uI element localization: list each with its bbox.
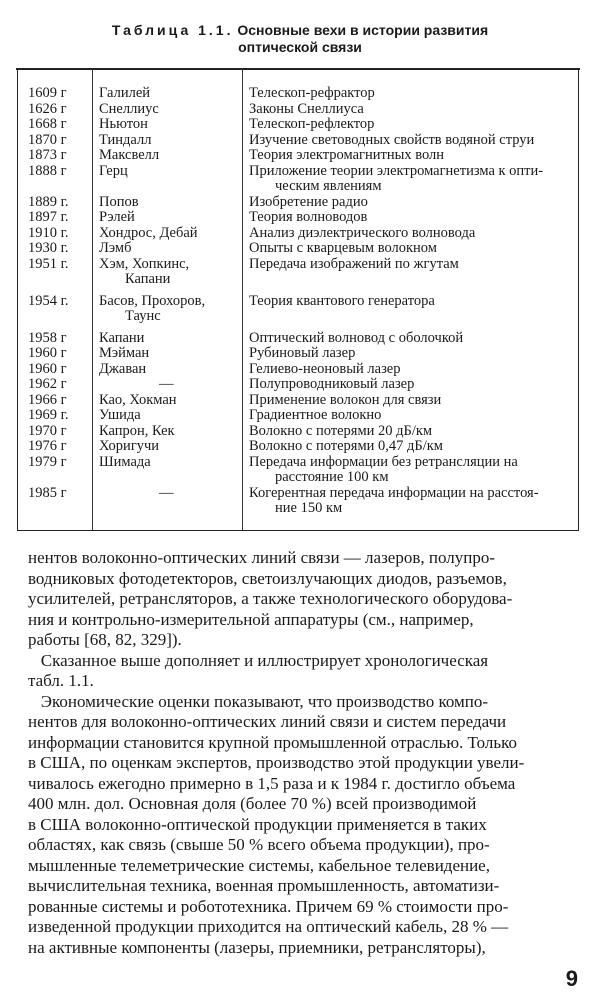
year-cell: 1962 г <box>28 376 67 392</box>
event-line: Законы Снеллиуса <box>249 100 364 117</box>
table-row <box>18 294 578 325</box>
year-cell: 1897 г. <box>28 209 69 225</box>
event-line: Телескоп-рефрактор <box>249 85 375 101</box>
year-cell: 1951 г. <box>28 255 69 272</box>
year-cell: 1958 г <box>28 329 67 346</box>
table-row <box>18 393 578 409</box>
name-cell <box>99 362 247 378</box>
event-line: Применение волокон для связи <box>249 391 442 408</box>
name-cell <box>99 346 247 362</box>
event-line: Полупроводниковый лазер <box>249 376 415 392</box>
year-cell: 1954 г. <box>28 292 69 309</box>
name-line: Мэйман <box>99 345 150 361</box>
name-line: Максвелл <box>99 147 160 163</box>
event-line: Оптический волновод с оболочкой <box>249 329 464 346</box>
name-cell <box>99 257 247 288</box>
event-cell <box>249 102 571 118</box>
event-cell <box>249 331 571 347</box>
event-line: Изучение световодных свойств водяной струи <box>249 131 535 148</box>
event-line: Приложение теории электромагнетизма к опти- <box>249 162 544 179</box>
event-cell <box>249 257 571 273</box>
page-number: 9 <box>565 966 578 991</box>
text-line: на активные компоненты (лазеры, приемники, ретрансляторы), <box>28 937 486 957</box>
event-cell <box>249 148 571 164</box>
text-line: усилителей, ретрансляторов, а также технологического оборудова- <box>28 589 513 608</box>
text-line: Экономические оценки показывают, что производство компо- <box>28 691 489 711</box>
table-caption <box>0 22 600 56</box>
event-cell <box>249 455 571 486</box>
event-line: Изобретение радио <box>249 193 368 210</box>
year-cell: 1979 г <box>28 453 67 470</box>
body-text <box>28 548 588 958</box>
year-cell: 1966 г <box>28 391 67 408</box>
caption-line-1 <box>0 22 600 39</box>
name-cell <box>99 195 247 211</box>
year-cell: 1668 г <box>28 116 67 132</box>
name-line: Попов <box>99 193 139 210</box>
event-cell <box>249 408 571 424</box>
paragraph <box>28 692 588 959</box>
event-line: Теория электромагнитных волн <box>249 147 445 163</box>
year-cell: 1969 г. <box>28 407 69 423</box>
text-line: Сказанное выше дополняет и иллюстрирует хронологическая <box>28 650 489 670</box>
table-row <box>18 241 578 257</box>
event-line: Рубиновый лазер <box>249 345 356 361</box>
table-body <box>18 86 578 517</box>
name-cell <box>99 393 247 409</box>
paragraph <box>28 651 588 692</box>
caption-title-2: оптической связи <box>238 39 362 55</box>
text-line: мышленные телеметрические системы, кабельное телевидение, <box>28 855 490 875</box>
text-line: вычислительная техника, военная промышленность, автоматизи- <box>28 876 500 895</box>
event-cell <box>249 346 571 362</box>
year-cell: 1626 г <box>28 100 67 117</box>
name-line: Басов, Прохоров, <box>99 292 206 309</box>
name-line: Капрон, Кек <box>99 422 175 439</box>
name-cell <box>99 226 247 242</box>
name-cell <box>99 164 247 180</box>
table-row <box>18 133 578 149</box>
name-cell <box>99 133 247 149</box>
year-cell: 1910 г. <box>28 224 69 241</box>
year-cell: 1976 г <box>28 438 67 454</box>
event-line: Когерентная передача информации на расстоя- <box>249 484 539 501</box>
name-line: Ушида <box>99 407 141 423</box>
name-cell <box>99 439 247 455</box>
event-line: Передача информации без ретрансляции на <box>249 453 518 470</box>
text-line: в США, по оценкам экспертов, производство этой продукции увели- <box>28 753 525 772</box>
table-top-rule <box>16 68 580 70</box>
table-row <box>18 424 578 440</box>
event-cell <box>249 117 571 133</box>
event-cell <box>249 133 571 149</box>
event-cell <box>249 241 571 257</box>
name-line: Тиндалл <box>99 131 152 148</box>
year-cell: 1930 г. <box>28 240 69 256</box>
table-row <box>18 226 578 242</box>
event-line: Волокно с потерями 0,47 дБ/км <box>249 438 443 454</box>
table-row <box>18 362 578 378</box>
milestones-table <box>17 68 579 531</box>
paragraph <box>28 548 588 651</box>
name-line: Джаван <box>99 360 147 377</box>
table-row <box>18 164 578 195</box>
event-line: ческим явлениям <box>275 178 382 194</box>
table-row <box>18 102 578 118</box>
text-line: табл. 1.1. <box>28 671 94 690</box>
event-cell <box>249 439 571 455</box>
name-line: Лэмб <box>99 240 132 256</box>
event-line: ние 150 км <box>275 500 343 516</box>
year-cell: 1889 г. <box>28 193 69 210</box>
table-row <box>18 257 578 288</box>
event-line: Теория волноводов <box>249 209 368 225</box>
table-row <box>18 455 578 486</box>
event-cell <box>249 86 571 102</box>
name-cell <box>99 408 247 424</box>
name-cell <box>99 148 247 164</box>
event-cell <box>249 362 571 378</box>
event-cell <box>249 486 571 517</box>
year-cell: 1985 г <box>28 484 67 501</box>
name-line: Галилей <box>99 85 151 101</box>
event-line: Опыты с кварцевым волокном <box>249 240 437 256</box>
year-cell: 1870 г <box>28 131 67 148</box>
name-cell <box>99 424 247 440</box>
event-line: Гелиево-неоновый лазер <box>249 360 401 377</box>
year-cell: 1873 г <box>28 147 67 163</box>
event-cell <box>249 294 571 310</box>
text-line: в США волоконно-оптической продукции применяется в таких <box>28 814 487 834</box>
year-cell: 1960 г <box>28 360 67 377</box>
name-line: Герц <box>99 162 128 179</box>
name-line: Као, Хокман <box>99 391 177 408</box>
name-cell <box>99 377 247 393</box>
event-cell <box>249 377 571 393</box>
name-line: Таунс <box>125 308 161 324</box>
name-cell <box>99 241 247 257</box>
year-cell: 1970 г <box>28 422 67 439</box>
caption-label: Таблица 1.1. <box>111 22 234 38</box>
table-row <box>18 486 578 517</box>
table-row <box>18 86 578 102</box>
year-cell: 1960 г <box>28 345 67 361</box>
table-row <box>18 346 578 362</box>
text-line: работы [68, 82, 329]). <box>28 630 182 649</box>
name-line: Хондрос, Дебай <box>99 224 198 241</box>
year-cell: 1888 г <box>28 162 67 179</box>
event-line: расстояние 100 км <box>275 469 389 485</box>
table-row <box>18 195 578 211</box>
table-row <box>18 377 578 393</box>
event-cell <box>249 226 571 242</box>
table-row <box>18 148 578 164</box>
name-cell <box>99 331 247 347</box>
text-line: областях, как связь (свыше 50 % всего объема продукции), про- <box>28 835 490 854</box>
event-cell <box>249 210 571 226</box>
name-line: Капани <box>99 329 145 346</box>
name-cell <box>99 210 247 226</box>
text-line: ния и контрольно-измерительной аппаратуры (см., например, <box>28 609 474 629</box>
table-row <box>18 408 578 424</box>
name-line: — <box>159 376 174 392</box>
name-cell <box>99 486 247 502</box>
text-line: чивалось ежегодно примерно в 1,5 раза и к 1984 г. достигло объема <box>28 773 516 793</box>
event-line: Волокно с потерями 20 дБ/км <box>249 422 433 439</box>
text-line: рованные системы и робототехника. Причем 69 % стоимости про- <box>28 896 509 916</box>
event-line: Градиентное волокно <box>249 407 382 423</box>
name-line: Капани <box>125 271 171 287</box>
event-line: Теория квантового генератора <box>249 292 435 309</box>
name-cell <box>99 117 247 133</box>
name-line: Снеллиус <box>99 100 159 117</box>
text-line: информации становится крупной промышленной отраслью. Только <box>28 732 518 752</box>
event-line: Телескоп-рефлектор <box>249 116 375 132</box>
year-cell: 1609 г <box>28 85 67 101</box>
table-row <box>18 331 578 347</box>
table-row <box>18 439 578 455</box>
event-cell <box>249 164 571 195</box>
name-line: Ньютон <box>99 116 148 132</box>
name-cell <box>99 294 247 325</box>
name-line: — <box>159 484 174 501</box>
event-cell <box>249 195 571 211</box>
text-line: нентов для волоконно-оптических линий связи и систем передачи <box>28 712 507 731</box>
event-cell <box>249 424 571 440</box>
name-line: Рэлей <box>99 209 135 225</box>
text-line: водниковых фотодетекторов, светоизлучающих диодов, разъемов, <box>28 568 507 588</box>
text-line: 400 млн. дол. Основная доля (более 70 %) всей производимой <box>28 794 477 813</box>
table-row <box>18 210 578 226</box>
event-line: Анализ диэлектрического волновода <box>249 224 476 241</box>
name-cell <box>99 102 247 118</box>
table-row <box>18 117 578 133</box>
text-line: нентов волоконно-оптических линий связи — лазеров, полупро- <box>28 548 495 567</box>
text-line: изведенной продукции приходится на оптический кабель, 28 % — <box>28 917 509 936</box>
name-line: Хоригучи <box>99 438 160 454</box>
event-cell <box>249 393 571 409</box>
name-cell <box>99 455 247 471</box>
caption-title-1: Основные вехи в истории развития <box>237 22 489 38</box>
name-cell <box>99 86 247 102</box>
name-line: Хэм, Хопкинс, <box>99 255 190 272</box>
event-line: Передача изображений по жгутам <box>249 255 459 272</box>
name-line: Шимада <box>99 453 151 470</box>
